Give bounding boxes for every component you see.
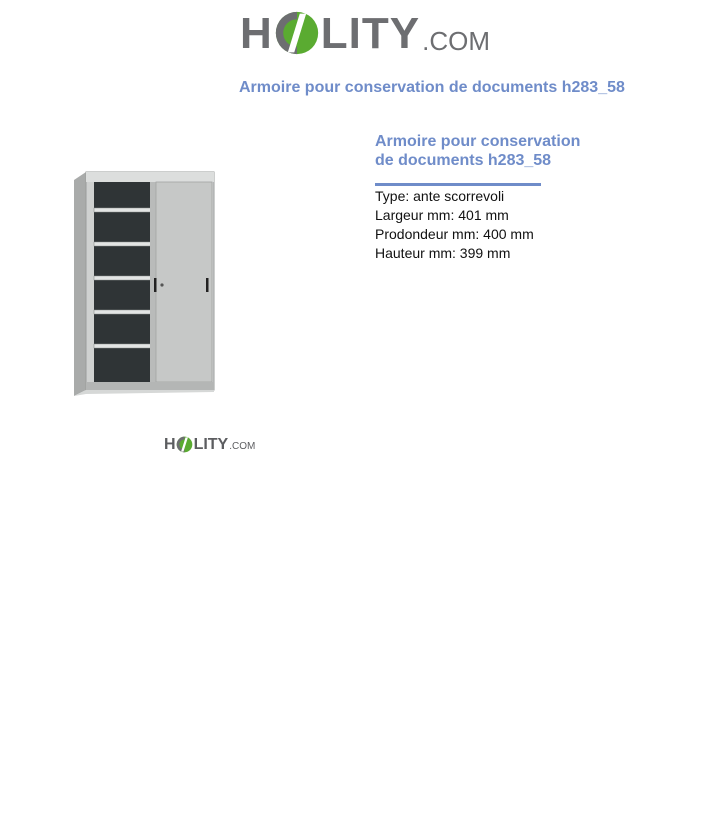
page-title: Armoire pour conservation de documents h283_58	[239, 79, 625, 96]
spec-list	[375, 187, 675, 263]
brand-logo-small	[164, 436, 255, 453]
brand-logo-small-letters: LITY	[193, 436, 229, 453]
spec-width: Largeur mm: 401 mm	[375, 207, 509, 223]
spec-type: Type: ante scorrevoli	[375, 188, 505, 204]
brand-logo-letter-h: H	[240, 9, 273, 58]
product-name: Armoire pour conservation de documents h283_58	[375, 133, 581, 169]
brand-logo-small-dotcom: .COM	[229, 441, 256, 452]
brand-logo-small-o-icon	[176, 436, 193, 453]
brand-logo-small-letter-h: H	[164, 436, 176, 453]
spec-height: Hauteur mm: 399 mm	[375, 245, 511, 261]
brand-logo-letters: LITY	[320, 9, 421, 58]
brand-logo[interactable]	[240, 10, 490, 56]
brand-logo-o-icon	[274, 10, 320, 56]
spec-depth: Prodondeur mm: 400 mm	[375, 226, 534, 242]
product-info	[375, 132, 675, 263]
sliding-door-cabinet-image	[70, 168, 220, 398]
title-divider	[375, 183, 541, 186]
brand-logo-dotcom: .COM	[422, 26, 490, 56]
